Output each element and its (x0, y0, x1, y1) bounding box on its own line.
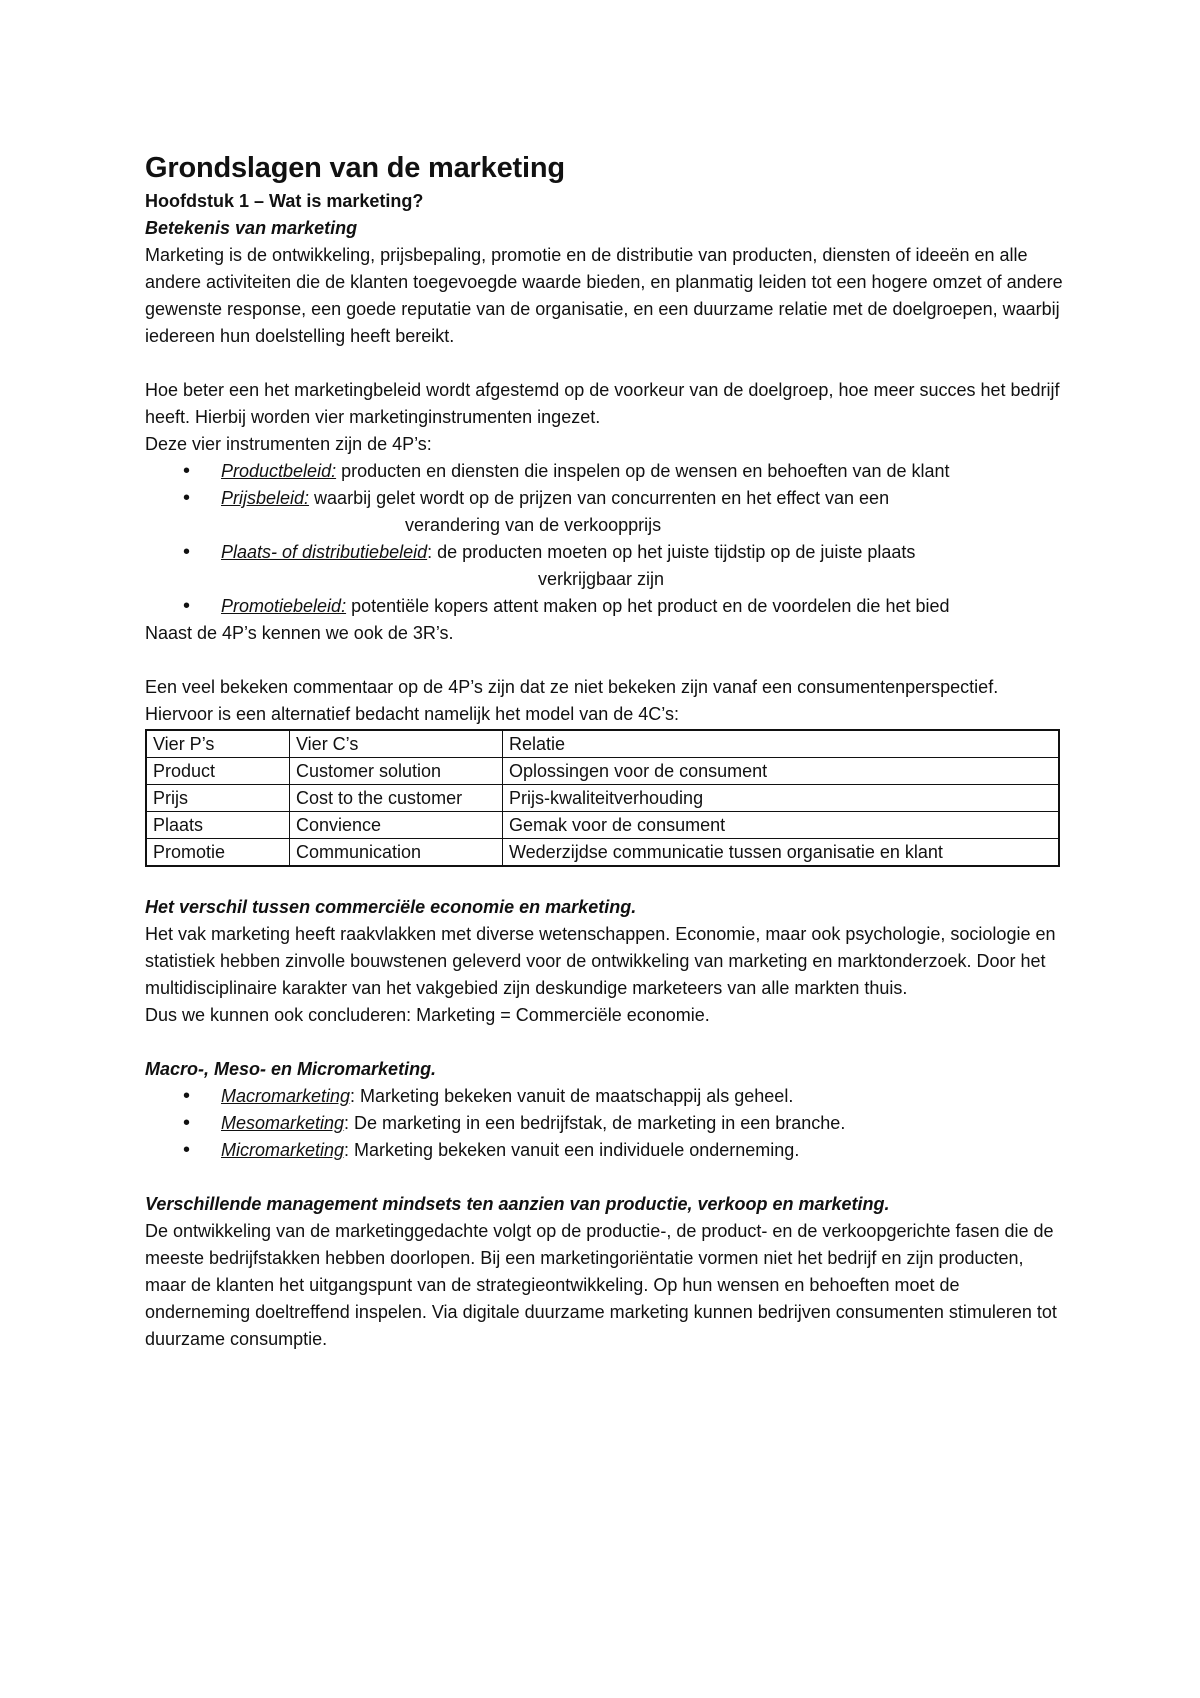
bullet-term: Prijsbeleid: (221, 488, 310, 508)
bullet-continuation: verandering van de verkoopprijs (405, 515, 662, 535)
section-heading-macro-meso-micro: Macro-, Meso- en Micromarketing. (145, 1059, 437, 1079)
table-row (146, 812, 1059, 839)
list-item (183, 593, 1065, 620)
table-cell: Communication (290, 839, 503, 867)
bullet-continuation: verkrijgbaar zijn (538, 569, 665, 589)
section-heading-mindsets: Verschillende management mindsets ten aanzien van productie, verkoop en marketing. (145, 1194, 890, 1214)
bullet-term: Promotiebeleid: (221, 596, 347, 616)
list-item (183, 1110, 1065, 1137)
table-cell: Oplossingen voor de consument (503, 758, 1060, 785)
four-p-intro: Deze vier instrumenten zijn de 4P’s: (145, 434, 432, 454)
bullet-text: : De marketing in een bedrijfstak, de marketing in een branche. (344, 1113, 846, 1133)
bullet-text: : Marketing bekeken vanuit een individuele onderneming. (344, 1140, 800, 1160)
table-cell: Convience (290, 812, 503, 839)
table-cell: Prijs-kwaliteitverhouding (503, 785, 1060, 812)
chapter-heading: Hoofdstuk 1 – Wat is marketing? (145, 191, 424, 211)
four-c-intro: Een veel bekeken commentaar op de 4P’s zijn dat ze niet bekeken zijn vanaf een consumentenperspectief. Hiervoor is een alternatief bedacht namelijk het model van de 4C’s: (145, 677, 999, 724)
table-cell: Customer solution (290, 758, 503, 785)
conclusion-line: Dus we kunnen ook concluderen: Marketing = Commerciële economie. (145, 1005, 710, 1025)
bullet-term: Micromarketing (221, 1140, 345, 1160)
table-cell: Product (146, 758, 290, 785)
bullet-term: Plaats- of distributiebeleid (221, 542, 428, 562)
definition-paragraph: Marketing is de ontwikkeling, prijsbepaling, promotie en de distributie van producten, diensten of ideeën en alle andere activiteiten die de klanten toegevoegde waarde bieden, en planmatig leiden tot een hogere omzet of andere gewenste response, een goede reputatie van de organisatie, en een duurzame relatie met de doelgroepen, waarbij iedereen hun doelstelling heeft bereikt. (145, 245, 1063, 346)
list-item (183, 1137, 1065, 1164)
bullet-term: Productbeleid: (221, 461, 337, 481)
table-header-cell: Vier C’s (290, 730, 503, 758)
bullet-text: : Marketing bekeken vanuit de maatschappij als geheel. (350, 1086, 794, 1106)
list-item (183, 485, 1065, 539)
mindsets-paragraph: De ontwikkeling van de marketinggedachte volgt op de productie-, de product- en de verkoopgerichte fasen die de meeste bedrijfstakken hebben doorlopen. Bij een marketingoriëntatie vormen niet het bedrijf en zijn producten, maar de klanten het uitgangspunt van de strategieontwikkeling. Op hun wensen en behoeften moet de onderneming doeltreffend inspelen. Via digitale duurzame marketing kunnen bedrijven consumenten stimuleren tot duurzame consumptie. (145, 1221, 1057, 1349)
table-cell: Plaats (146, 812, 290, 839)
four-p-list (145, 458, 1065, 620)
bullet-term: Mesomarketing (221, 1113, 345, 1133)
four-c-table (145, 729, 1060, 867)
table-cell: Cost to the customer (290, 785, 503, 812)
list-item (183, 458, 1065, 485)
table-row (146, 758, 1059, 785)
bullet-text: : de producten moeten op het juiste tijdstip op de juiste plaats (427, 542, 916, 562)
bullet-text: producten en diensten die inspelen op de wensen en behoeften van de klant (336, 461, 950, 481)
table-cell: Promotie (146, 839, 290, 867)
marketing-levels-list (145, 1083, 1065, 1164)
section-heading-verschil: Het verschil tussen commerciële economie en marketing. (145, 897, 637, 917)
table-cell: Gemak voor de consument (503, 812, 1060, 839)
table-row (146, 839, 1059, 867)
table-header-cell: Relatie (503, 730, 1060, 758)
marketing-mix-intro: Hoe beter een het marketingbeleid wordt afgestemd op de voorkeur van de doelgroep, hoe meer succes het bedrijf heeft. Hierbij worden vier marketinginstrumenten ingezet. (145, 380, 1060, 427)
bullet-text: potentiële kopers attent maken op het product en de voordelen die het bied (346, 596, 950, 616)
table-header-cell: Vier P’s (146, 730, 290, 758)
table-cell: Wederzijdse communicatie tussen organisatie en klant (503, 839, 1060, 867)
table-header-row (146, 730, 1059, 758)
list-item (183, 1083, 1065, 1110)
bullet-text: waarbij gelet wordt op de prijzen van concurrenten en het effect van een (309, 488, 890, 508)
section-heading-betekenis: Betekenis van marketing (145, 218, 358, 238)
table-row (146, 785, 1059, 812)
document-title: Grondslagen van de marketing (145, 152, 565, 184)
document-page (145, 148, 1065, 1353)
list-item (183, 539, 1065, 593)
three-r-sentence: Naast de 4P’s kennen we ook de 3R’s. (145, 623, 454, 643)
verschil-paragraph: Het vak marketing heeft raakvlakken met diverse wetenschappen. Economie, maar ook psychologie, sociologie en statistiek hebben zinvolle bouwstenen geleverd voor de ontwikkeling van marketing en marktonderzoek. Door het multidisciplinaire karakter van het vakgebied zijn deskundige marketeers van alle markten thuis. (145, 924, 1056, 998)
table-cell: Prijs (146, 785, 290, 812)
bullet-term: Macromarketing (221, 1086, 351, 1106)
